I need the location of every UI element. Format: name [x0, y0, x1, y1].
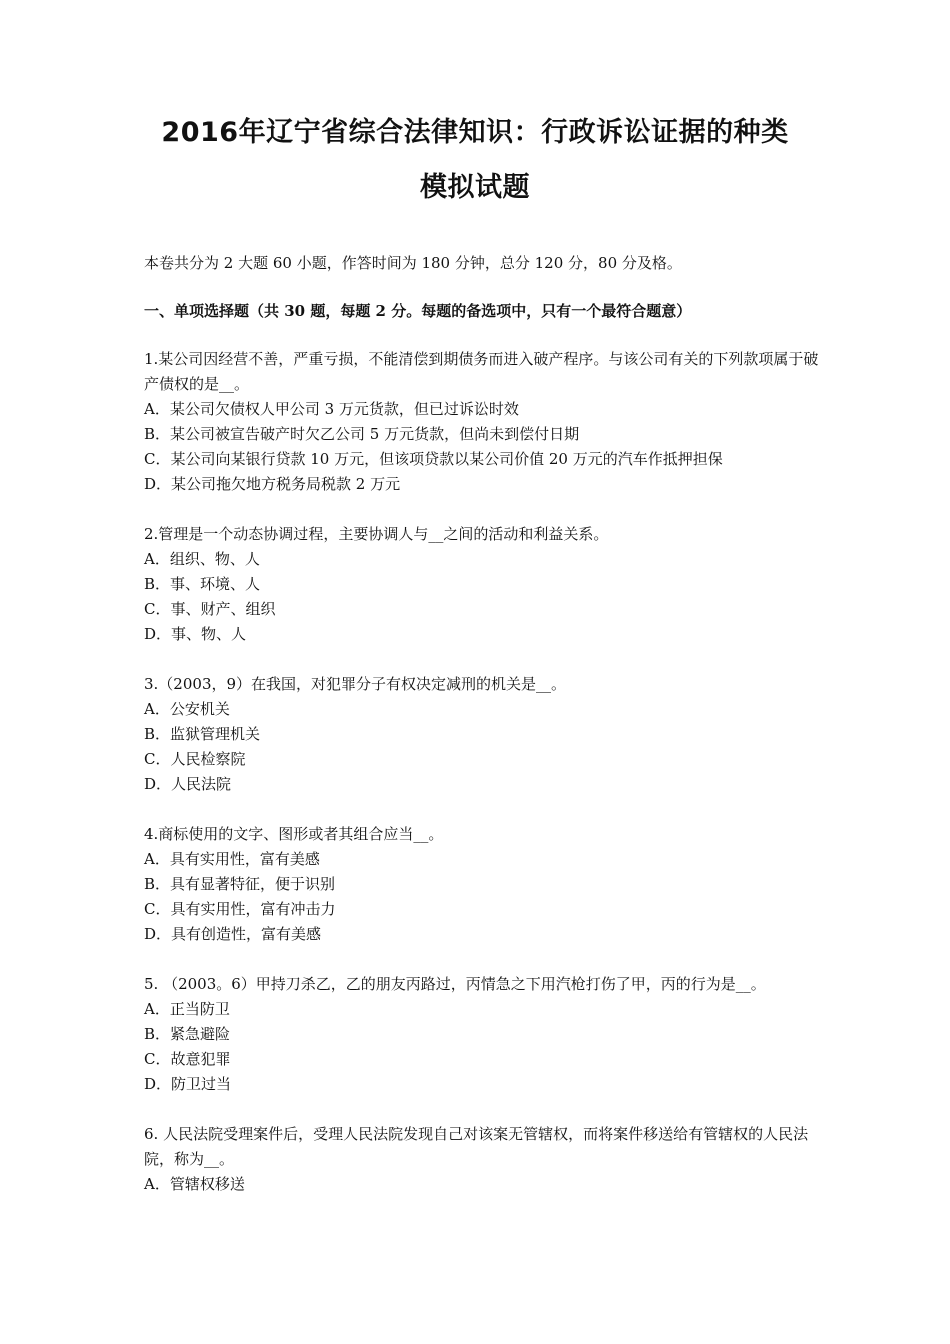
question-stem: 2.管理是一个动态协调过程，主要协调人与__之间的活动和利益关系。: [144, 525, 609, 543]
document-title-line2: 模拟试题: [420, 172, 530, 203]
option-b: B．具有显著特征，便于识别: [144, 875, 336, 893]
question-3: [144, 672, 824, 797]
option-b: B．监狱管理机关: [144, 725, 261, 743]
option-d: D．某公司拖欠地方税务局税款 2 万元: [144, 475, 401, 493]
option-c: C．故意犯罪: [144, 1050, 231, 1068]
option-c: C．人民检察院: [144, 750, 246, 768]
option-c: C．某公司向某银行贷款 10 万元，但该项贷款以某公司价值 20 万元的汽车作抵押担保: [144, 450, 723, 468]
option-d: D．具有创造性，富有美感: [144, 925, 322, 943]
option-c: C．具有实用性，富有冲击力: [144, 900, 336, 918]
document-title-line1: 2016年辽宁省综合法律知识：行政诉讼证据的种类: [161, 117, 789, 148]
question-stem: 3.（2003，9）在我国，对犯罪分子有权决定减刑的机关是__。: [144, 675, 567, 693]
option-b: B．某公司被宣告破产时欠乙公司 5 万元货款，但尚未到偿付日期: [144, 425, 580, 443]
option-d: D．人民法院: [144, 775, 232, 793]
section-heading: 一、单项选择题（共 30 题，每题 2 分。每题的备选项中，只有一个最符合题意）: [144, 302, 692, 320]
option-a: A．某公司欠债权人甲公司 3 万元货款，但已过诉讼时效: [144, 400, 519, 418]
question-6: [144, 1122, 824, 1197]
document-body: [144, 251, 824, 1222]
option-d: D．防卫过当: [144, 1075, 232, 1093]
question-1: [144, 347, 824, 497]
option-b: B．紧急避险: [144, 1025, 231, 1043]
question-stem: 4.商标使用的文字、图形或者其组合应当__。: [144, 825, 444, 843]
option-c: C．事、财产、组织: [144, 600, 276, 618]
exam-intro: 本卷共分为 2 大题 60 小题，作答时间为 180 分钟，总分 120 分，80 分及格。: [144, 254, 682, 272]
option-a: A．组织、物、人: [144, 550, 260, 568]
question-stem: 6. 人民法院受理案件后，受理人民法院发现自己对该案无管辖权，而将案件移送给有管辖权的人民法院，称为__。: [144, 1125, 809, 1168]
option-a: A．管辖权移送: [144, 1175, 245, 1193]
question-4: [144, 822, 824, 947]
option-a: A．正当防卫: [144, 1000, 230, 1018]
question-stem: 5. （2003。6）甲持刀杀乙，乙的朋友丙路过，丙情急之下用汽枪打伤了甲，丙的行为是__。: [144, 975, 766, 993]
question-2: [144, 522, 824, 647]
question-stem: 1.某公司因经营不善，严重亏损，不能清偿到期债务而进入破产程序。与该公司有关的下列款项属于破产债权的是__。: [144, 350, 819, 393]
option-a: A．公安机关: [144, 700, 230, 718]
option-a: A．具有实用性，富有美感: [144, 850, 320, 868]
question-5: [144, 972, 824, 1097]
option-b: B．事、环境、人: [144, 575, 261, 593]
option-d: D．事、物、人: [144, 625, 247, 643]
